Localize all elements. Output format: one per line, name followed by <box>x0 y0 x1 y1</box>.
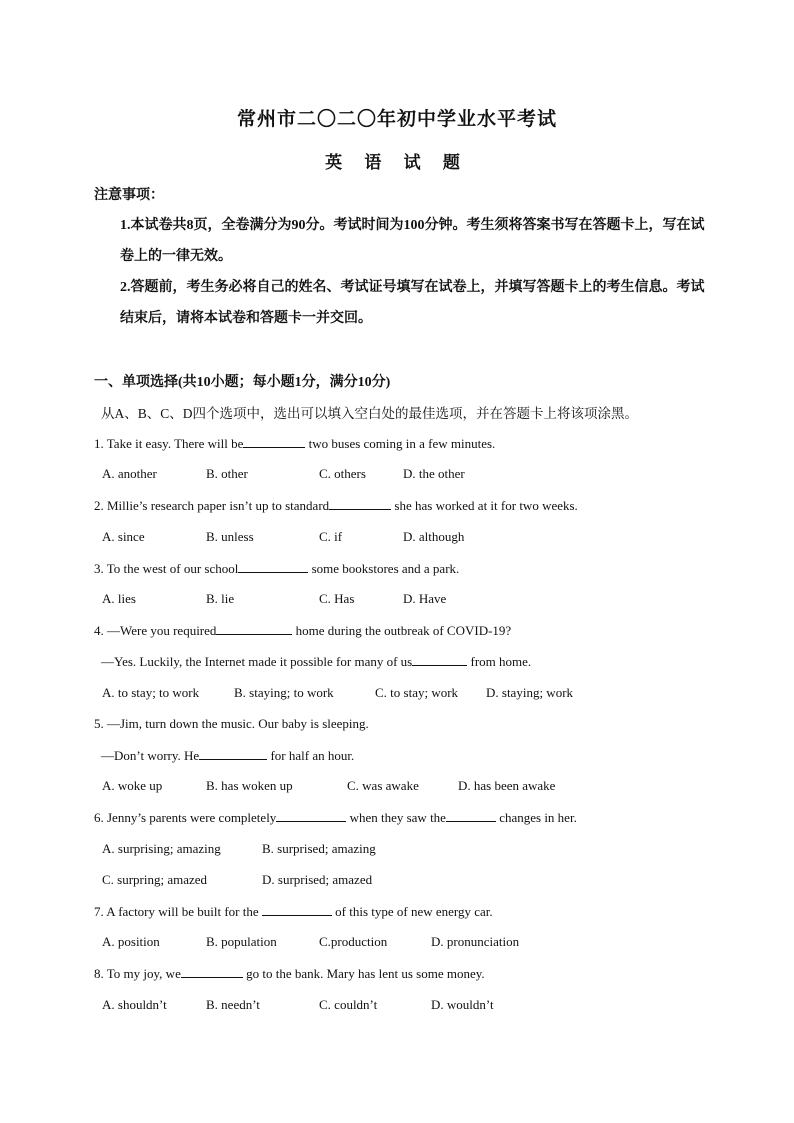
option-a: A. surprising; amazing <box>102 841 221 856</box>
question-text: —Yes. Luckily, the Internet made it possible for many of us <box>101 654 413 669</box>
option-a: A. shouldn’t <box>102 997 167 1012</box>
question-text: go to the bank. Mary has lent us some money. <box>242 966 485 981</box>
question-text: she has worked at it for two weeks. <box>391 498 578 513</box>
question-3 <box>94 560 459 577</box>
option-d: D. wouldn’t <box>431 997 494 1012</box>
exam-subtitle: 英 语 试 题 <box>325 153 469 172</box>
option-c: C. if <box>319 529 343 544</box>
option-c: C. others <box>319 466 366 481</box>
notice-item-2: 2.答题前，考生务必将自己的姓名、考试证号填写在试卷上，并填写答题卡上的考生信息。考试结束后，请将本试卷和答题卡一并交回。 <box>120 280 705 326</box>
option-b: B. lie <box>206 591 235 606</box>
option-a: A. to stay; to work <box>102 685 200 700</box>
option-c: C.production <box>319 934 388 949</box>
answer-blank <box>262 903 332 916</box>
option-b: B. staying; to work <box>234 685 334 700</box>
option-b: B. population <box>206 934 277 949</box>
answer-blank <box>329 497 391 510</box>
option-c: C. Has <box>319 591 355 606</box>
question-4-reply <box>101 653 531 670</box>
notice-item-1: 1.本试卷共8页，全卷满分为90分。考试时间为100分钟。考生须将答案书写在答题卡上，写在试卷上的一律无效。 <box>120 218 705 264</box>
question-text: of this type of new energy car. <box>331 904 493 919</box>
question-6 <box>94 809 577 826</box>
option-d: D. pronunciation <box>431 934 520 949</box>
option-c: C. surpring; amazed <box>102 872 208 887</box>
option-d: D. although <box>403 529 465 544</box>
exam-title: 常州市二〇二〇年初中学业水平考试 <box>236 109 557 130</box>
answer-blank <box>199 747 267 760</box>
question-text: home during the outbreak of COVID-19? <box>292 623 512 638</box>
section-heading: 一、单项选择(共10小题；每小题1分，满分10分) <box>94 375 391 390</box>
option-d: D. staying; work <box>486 685 574 700</box>
answer-blank <box>181 965 243 978</box>
option-d: D. has been awake <box>458 778 556 793</box>
answer-blank <box>412 653 467 666</box>
question-text: from home. <box>467 654 532 669</box>
answer-blank <box>238 560 308 573</box>
question-2 <box>94 497 578 514</box>
answer-blank <box>243 435 305 448</box>
option-b: B. other <box>206 466 248 481</box>
question-text: 1. Take it easy. There will be <box>94 436 244 451</box>
option-c: C. was awake <box>347 778 419 793</box>
question-5 <box>94 716 369 732</box>
question-text: when they saw the <box>346 810 446 825</box>
option-d: D. the other <box>403 466 465 481</box>
option-a: A. since <box>102 529 145 544</box>
option-d: D. surprised; amazed <box>262 872 373 887</box>
question-text: two buses coming in a few minutes. <box>305 436 496 451</box>
question-text: some bookstores and a park. <box>308 561 460 576</box>
question-text: 3. To the west of our school <box>94 561 239 576</box>
answer-blank <box>446 809 496 822</box>
option-d: D. Have <box>403 591 447 606</box>
question-text: 6. Jenny’s parents were completely <box>94 810 277 825</box>
option-a: A. another <box>102 466 157 481</box>
option-a: A. position <box>102 934 160 949</box>
question-text: —Don’t worry. He <box>101 748 200 763</box>
option-b: B. needn’t <box>206 997 260 1012</box>
option-c: C. couldn’t <box>319 997 378 1012</box>
option-c: C. to stay; work <box>375 685 459 700</box>
option-a: A. lies <box>102 591 136 606</box>
question-text: 2. Millie’s research paper isn’t up to standard <box>94 498 330 513</box>
option-b: B. has woken up <box>206 778 293 793</box>
question-text: changes in her. <box>495 810 577 825</box>
question-7 <box>94 903 493 920</box>
question-4 <box>94 622 511 639</box>
answer-blank <box>216 622 292 635</box>
question-text: 5. —Jim, turn down the music. Our baby is sleeping. <box>94 716 369 731</box>
question-5-reply <box>101 747 354 764</box>
question-text: 7. A factory will be built for the <box>94 904 262 919</box>
question-text: for half an hour. <box>267 748 355 763</box>
answer-blank <box>276 809 346 822</box>
question-8 <box>94 965 485 982</box>
question-text: 4. —Were you required <box>94 623 217 638</box>
question-1 <box>94 435 495 452</box>
notice-heading: 注意事项： <box>94 188 164 203</box>
section-direction: 从A、B、C、D四个选项中，选出可以填入空白处的最佳选项，并在答题卡上将该项涂黑。 <box>101 406 639 421</box>
option-b: B. unless <box>206 529 254 544</box>
option-b: B. surprised; amazing <box>262 841 376 856</box>
question-text: 8. To my joy, we <box>94 966 181 981</box>
option-a: A. woke up <box>102 778 163 793</box>
